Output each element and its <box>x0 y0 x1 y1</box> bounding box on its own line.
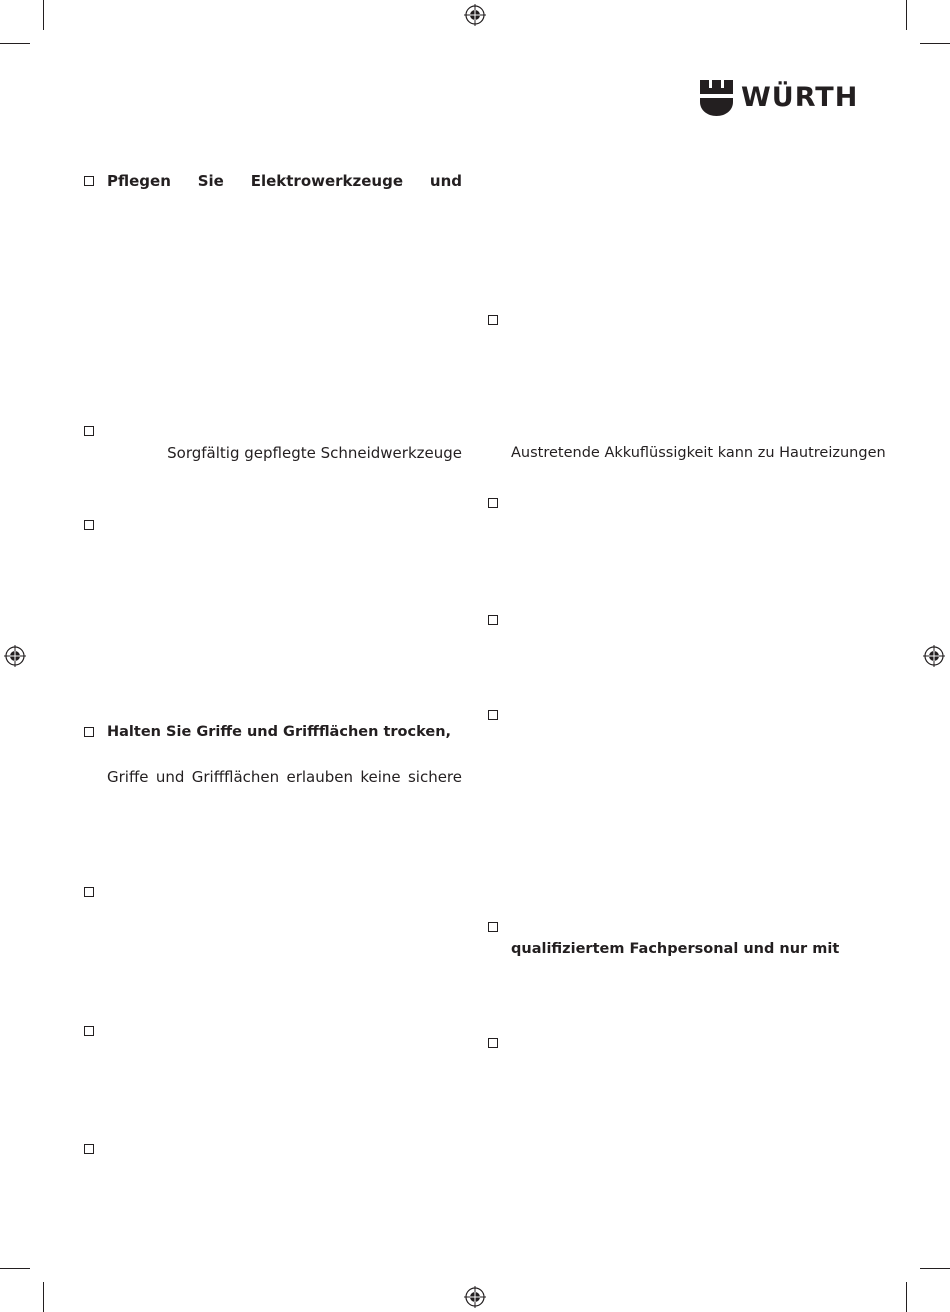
body-word: keine <box>360 768 401 786</box>
right-item1-text: Austretende Akkuflüssigkeit kann zu Hautreizungen <box>511 445 886 461</box>
registration-mark-left-icon <box>4 645 26 667</box>
crop-mark-top-left-vertical <box>43 0 44 30</box>
checkbox-left-1[interactable] <box>84 176 94 186</box>
checkbox-right-4[interactable] <box>488 710 498 720</box>
registration-mark-bottom-icon <box>464 1286 486 1308</box>
heading-word: und <box>429 172 462 190</box>
heading-word: Pflegen <box>107 172 171 190</box>
checkbox-right-1[interactable] <box>488 315 498 325</box>
right-item5-heading: qualifiziertem Fachpersonal und nur mit <box>511 941 840 957</box>
body-word: Griffe <box>107 768 149 786</box>
wuerth-tower-icon <box>700 80 733 116</box>
body-word: und <box>155 768 185 786</box>
wuerth-logo <box>700 80 858 116</box>
brand-name: WÜRTH <box>741 82 859 113</box>
left-item4-heading: Halten Sie Griffe und Griffflächen trocken, <box>107 724 452 740</box>
checkbox-right-2[interactable] <box>488 498 498 508</box>
left-item2-text: Sorgfältig gepflegte Schneidwerkzeuge <box>167 444 462 462</box>
crop-mark-bottom-left-vertical <box>43 1282 44 1312</box>
heading-word: Elektrowerkzeuge <box>250 172 404 190</box>
checkbox-left-7[interactable] <box>84 1144 94 1154</box>
registration-mark-top-icon <box>464 4 486 26</box>
crop-mark-top-right-horizontal <box>920 43 950 44</box>
crop-mark-bottom-right-horizontal <box>920 1268 950 1269</box>
checkbox-right-5[interactable] <box>488 922 498 932</box>
body-word: erlauben <box>286 768 354 786</box>
checkbox-right-6[interactable] <box>488 1038 498 1048</box>
body-word: Griffflächen <box>191 768 280 786</box>
checkbox-left-5[interactable] <box>84 887 94 897</box>
crop-mark-bottom-right-vertical <box>906 1282 907 1312</box>
checkbox-right-3[interactable] <box>488 615 498 625</box>
checkbox-left-6[interactable] <box>84 1026 94 1036</box>
left-item4-body <box>107 767 462 787</box>
crop-mark-top-right-vertical <box>906 0 907 30</box>
registration-mark-right-icon <box>923 645 945 667</box>
crop-mark-top-left-horizontal <box>0 43 30 44</box>
checkbox-left-2[interactable] <box>84 426 94 436</box>
crop-mark-bottom-left-horizontal <box>0 1268 30 1269</box>
checkbox-left-4[interactable] <box>84 727 94 737</box>
heading-word: Sie <box>197 172 224 190</box>
left-item1-heading <box>107 171 462 191</box>
checkbox-left-3[interactable] <box>84 520 94 530</box>
body-word: sichere <box>407 768 462 786</box>
